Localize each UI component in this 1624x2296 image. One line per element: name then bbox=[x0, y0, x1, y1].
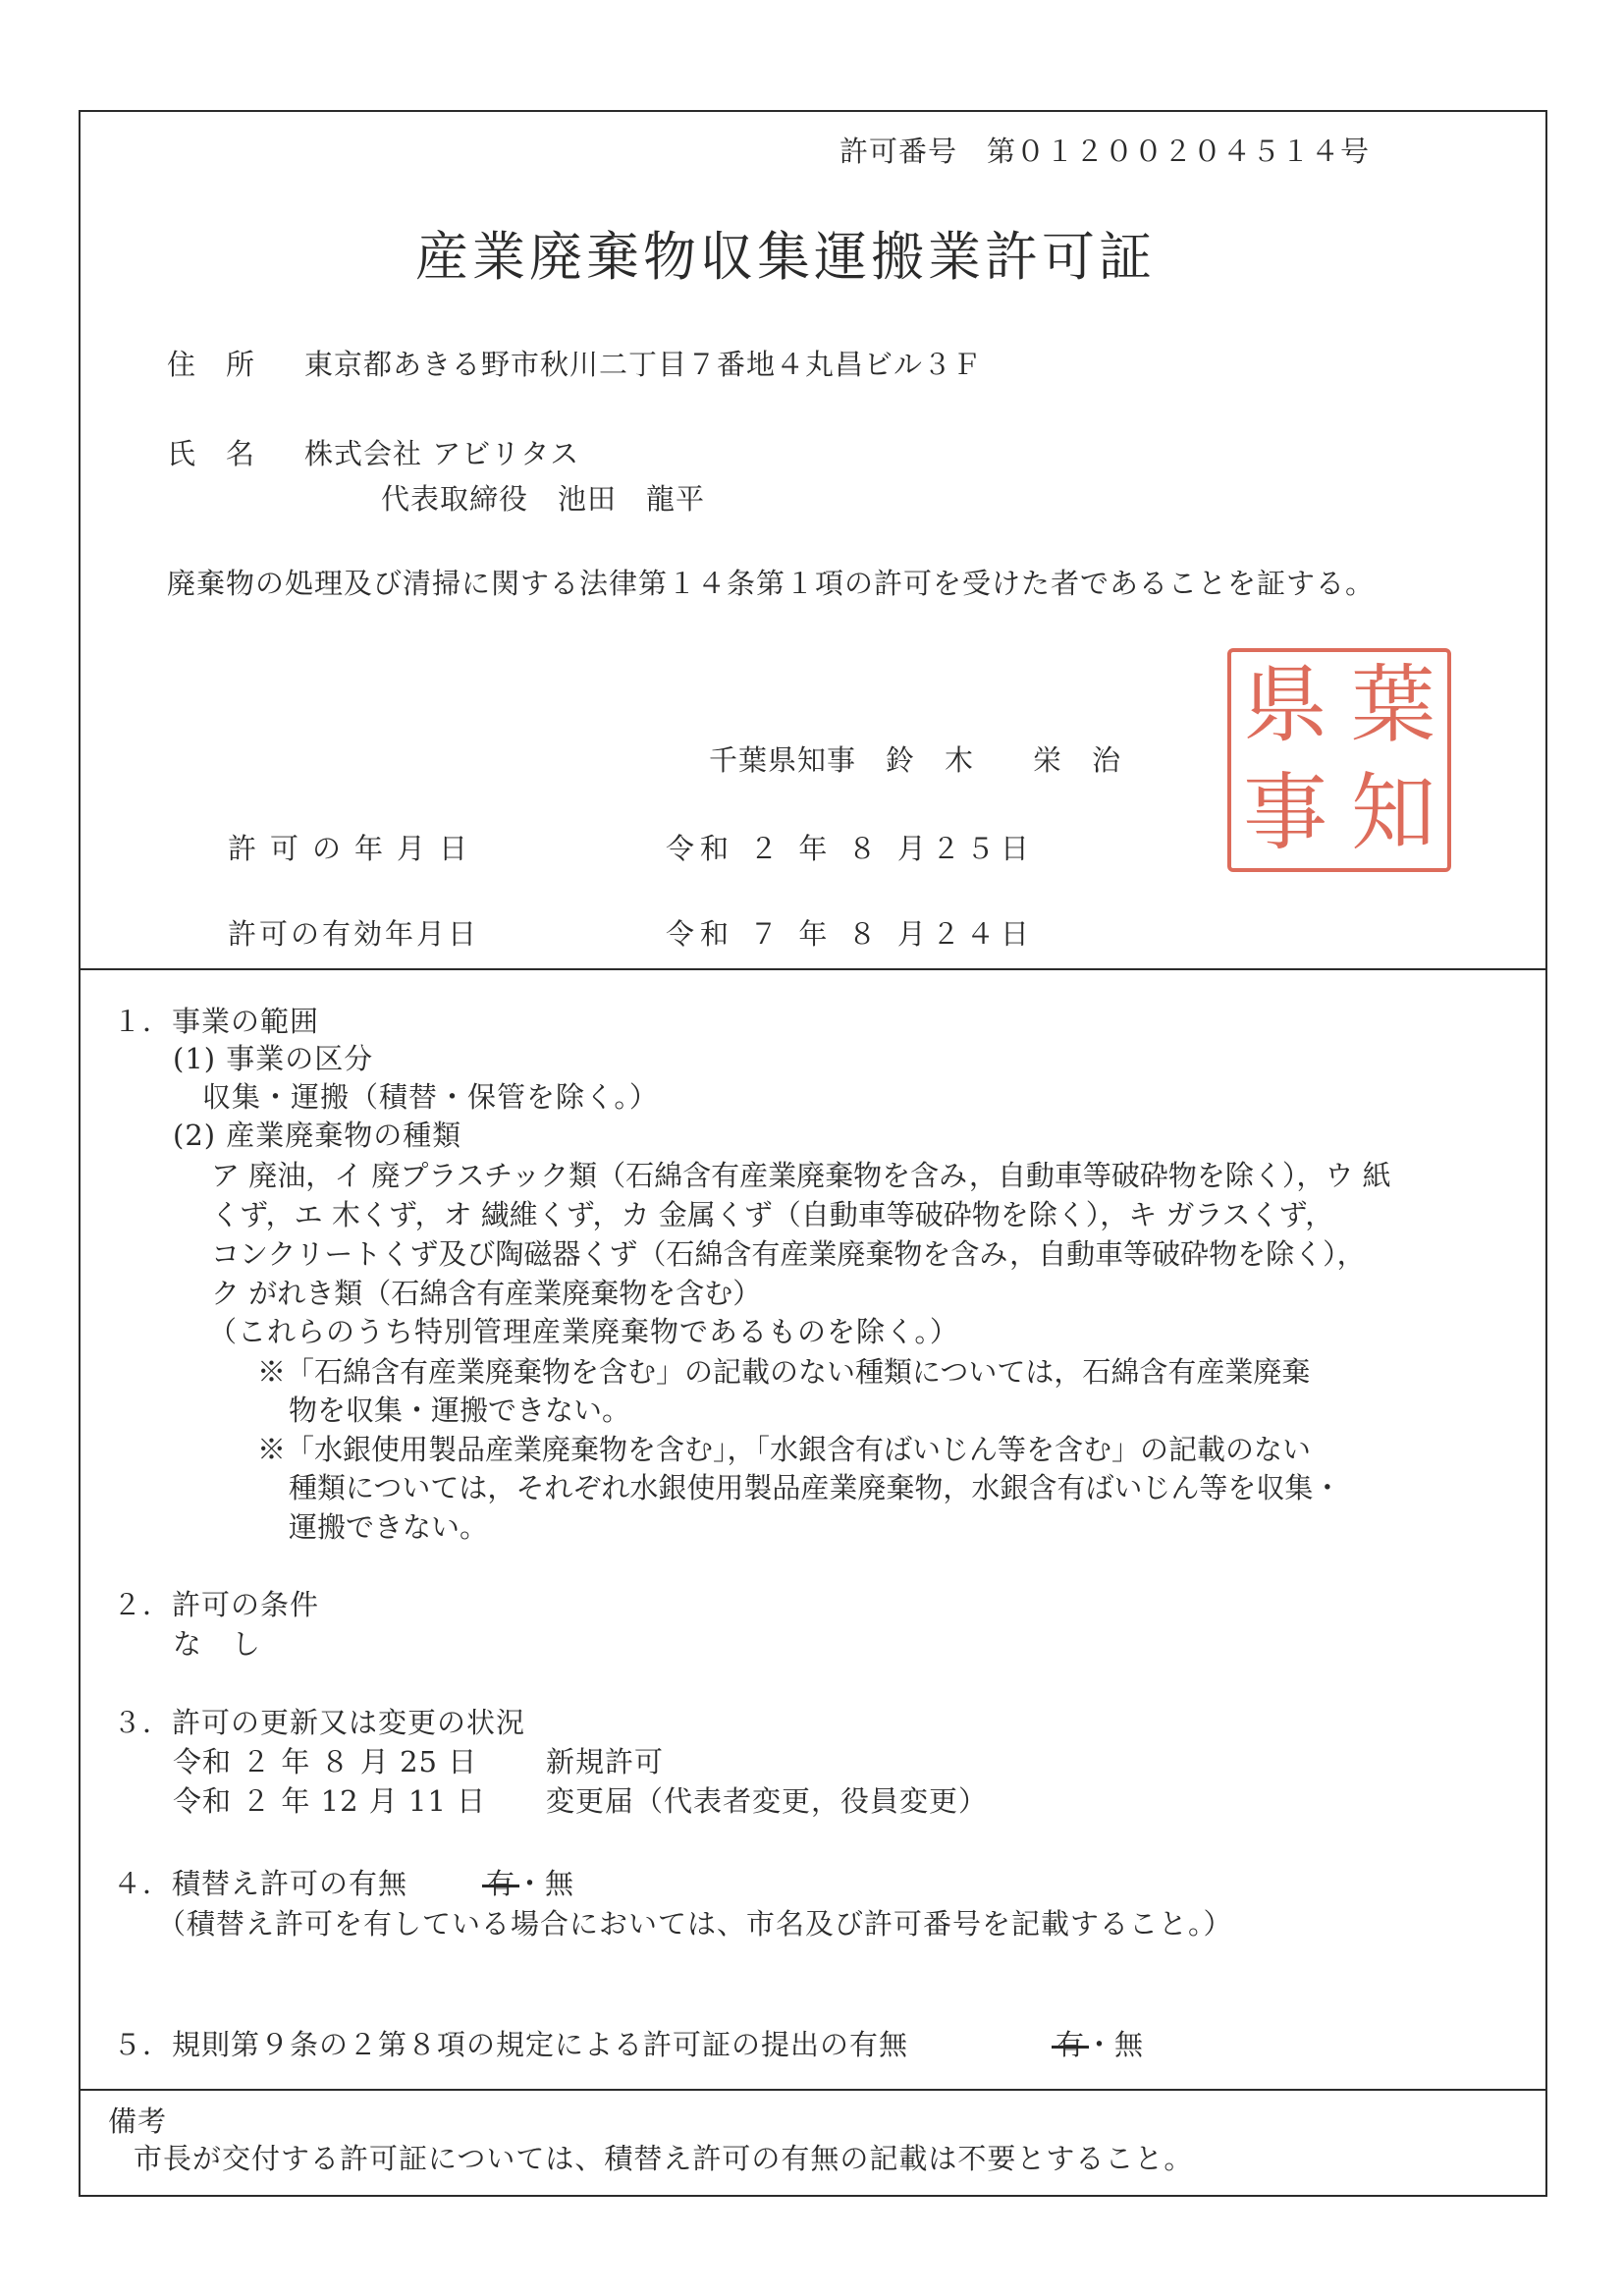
remarks-text: 市長が交付する許可証については、積替え許可の有無の記載は不要とすること。 bbox=[134, 2142, 1194, 2175]
seal-char: 葉 bbox=[1351, 656, 1435, 754]
history-date: 令和 ２ 年 12 月 11 日 bbox=[173, 1784, 487, 1818]
section4-heading: ４．積替え許可の有無 bbox=[113, 1867, 408, 1900]
option-no: 無 bbox=[1114, 2028, 1145, 2061]
section2-value: な し bbox=[173, 1627, 262, 1661]
section4-note: （積替え許可を有している場合においては、市名及び許可番号を記載すること。） bbox=[157, 1907, 1233, 1941]
option-yes-struck: 有 bbox=[1056, 2028, 1086, 2061]
waste-types-line: ク がれき類（石綿含有産業廃棄物を含む） bbox=[211, 1277, 762, 1310]
option-yes-struck: 有 bbox=[486, 1867, 516, 1900]
section2-heading: ２．許可の条件 bbox=[113, 1588, 320, 1621]
divider-remarks bbox=[81, 2089, 1545, 2091]
waste-types-line: コンクリートくず及び陶磁器くず（石綿含有産業廃棄物を含み，自動車等破砕物を除く）， bbox=[211, 1237, 1366, 1271]
asbestos-note-cont: 物を収集・運搬できない。 bbox=[289, 1394, 631, 1427]
remarks-heading: 備考 bbox=[108, 2105, 168, 2138]
name-label: 氏 名 bbox=[167, 437, 256, 470]
section5-heading: ５．規則第９条の２第８項の規定による許可証の提出の有無 bbox=[113, 2028, 909, 2061]
representative-name: 代表取締役 池田 龍平 bbox=[381, 482, 706, 516]
address-label: 住 所 bbox=[167, 348, 256, 381]
mercury-note-cont: 種類については，それぞれ水銀使用製品産業廃棄物，水銀含有ばいじん等を収集・ bbox=[289, 1471, 1342, 1504]
section1-heading: １．事業の範囲 bbox=[113, 1005, 320, 1038]
section1-sub1-heading: (1) 事業の区分 bbox=[173, 1042, 374, 1075]
seal-char: 県 bbox=[1243, 656, 1327, 754]
transfer-permit-options bbox=[486, 1867, 575, 1900]
history-date: 令和 ２ 年 ８ 月 25 日 bbox=[173, 1745, 478, 1778]
permit-date-value: 令和 ２ 年 ８ 月２５日 bbox=[666, 832, 1035, 865]
mercury-note-cont: 運搬できない。 bbox=[289, 1510, 489, 1544]
governor-name: 千葉県知事 鈴 木 栄 治 bbox=[709, 743, 1122, 777]
permit-date-label: 許可の年月日 bbox=[228, 832, 482, 865]
section1-sub2-heading: (2) 産業廃棄物の種類 bbox=[173, 1119, 462, 1152]
seal-char: 知 bbox=[1351, 764, 1435, 862]
history-desc: 新規許可 bbox=[546, 1745, 665, 1778]
section3-heading: ３．許可の更新又は変更の状況 bbox=[113, 1706, 526, 1739]
option-separator: ・ bbox=[1085, 2028, 1115, 2061]
seal-char: 事 bbox=[1243, 764, 1327, 862]
submission-options bbox=[1056, 2028, 1145, 2061]
mercury-note: ※「水銀使用製品産業廃棄物を含む」，「水銀含有ばいじん等を含む」の記載のない bbox=[257, 1433, 1312, 1466]
waste-types-line: ア 廃油，イ 廃プラスチック類（石綿含有産業廃棄物を含み，自動車等破砕物を除く），ウ 紙 bbox=[211, 1159, 1391, 1192]
history-desc: 変更届（代表者変更，役員変更） bbox=[546, 1784, 989, 1818]
asbestos-note: ※「石綿含有産業廃棄物を含む」の記載のない種類については，石綿含有産業廃棄 bbox=[257, 1355, 1311, 1389]
valid-until-value: 令和 ７ 年 ８ 月２４日 bbox=[666, 917, 1035, 951]
waste-types-line: くず，エ 木くず，オ 繊維くず，カ 金属くず（自動車等破砕物を除く），キ ガラスくず， bbox=[211, 1198, 1334, 1231]
valid-until-label: 許可の有効年月日 bbox=[228, 917, 480, 951]
certification-statement: 廃棄物の処理及び清掃に関する法律第１４条第１項の許可を受けた者であることを証する。 bbox=[167, 567, 1376, 600]
official-seal bbox=[1227, 648, 1451, 872]
divider-top bbox=[81, 968, 1545, 970]
page-title: 産業廃棄物収集運搬業許可証 bbox=[415, 226, 1156, 288]
address-value: 東京都あきる野市秋川二丁目７番地４丸昌ビル３Ｆ bbox=[304, 348, 983, 381]
company-name: 株式会社 アビリタス bbox=[304, 437, 580, 470]
option-separator: ・ bbox=[515, 1867, 546, 1900]
permit-number: 許可番号 第０１２００２０４５１４号 bbox=[839, 135, 1371, 168]
section1-sub1-text: 収集・運搬（積替・保管を除く。） bbox=[202, 1080, 659, 1114]
exclusion-note: （これらのうち特別管理産業廃棄物であるものを除く。） bbox=[208, 1315, 959, 1348]
option-no: 無 bbox=[545, 1867, 575, 1900]
